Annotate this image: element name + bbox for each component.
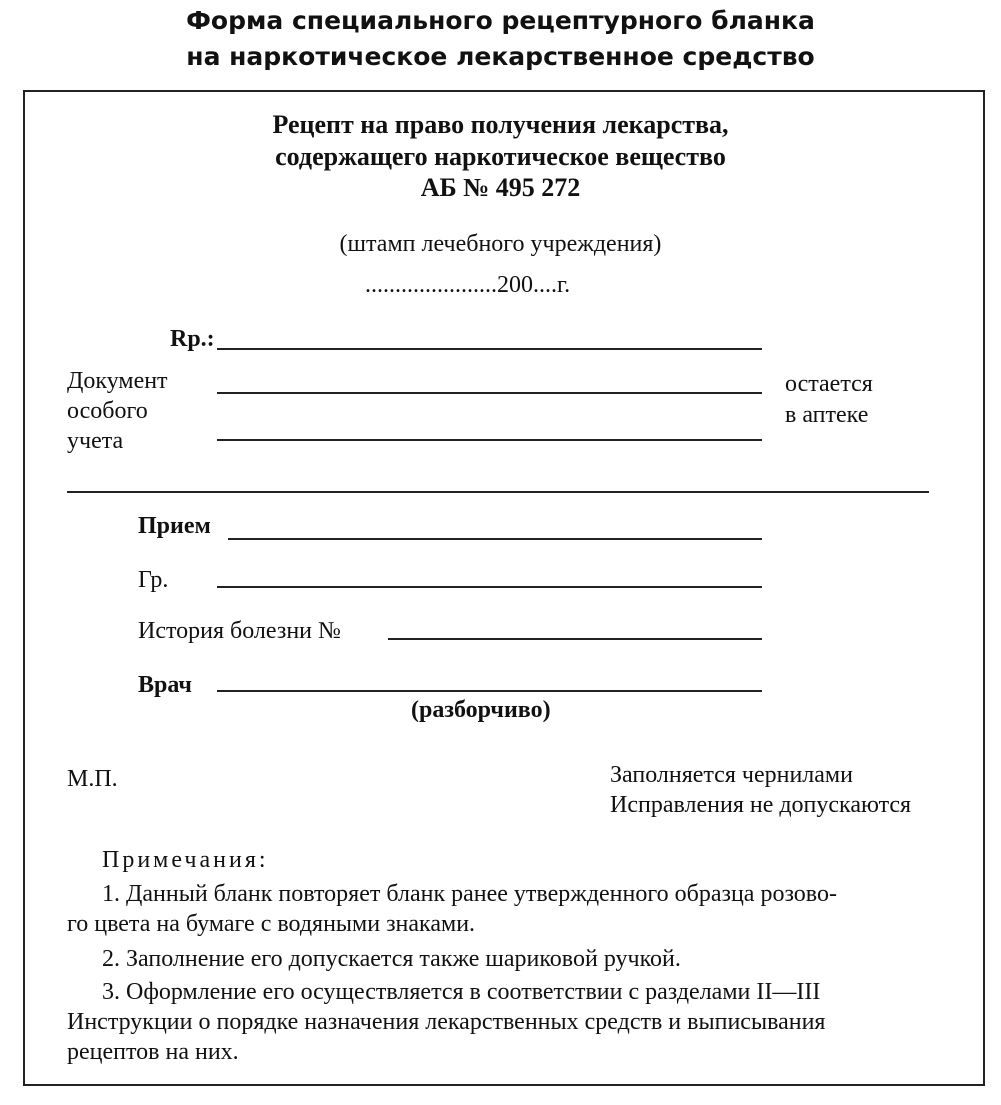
notes-title: Примечания: — [102, 847, 269, 873]
note-3-line-3: рецептов на них. — [67, 1039, 239, 1065]
prescription-line-2 — [217, 439, 762, 441]
priem-line — [228, 538, 762, 540]
note-2: 2. Заполнение его допускается также шариковой ручкой. — [102, 946, 681, 972]
blank-title-line-2: содержащего наркотическое вещество — [275, 142, 726, 171]
legibly-label: (разборчиво) — [411, 697, 551, 723]
stamp-label: (штамп лечебного учреждения) — [339, 231, 662, 257]
form-caption-line-1: Форма специального рецептурного бланка — [186, 6, 815, 35]
rp-line — [217, 348, 762, 350]
note-3-line-2: Инструкции о порядке назначения лекарственных средств и выписывания — [67, 1009, 826, 1035]
remains-note-2: в аптеке — [785, 402, 869, 428]
document-label-2: особого — [67, 398, 148, 424]
gr-label: Гр. — [138, 567, 169, 593]
form-caption-line-2: на наркотическое лекарственное средство — [186, 42, 815, 71]
blank-series-number: АБ № 495 272 — [420, 173, 581, 202]
note-3-line-1: 3. Оформление его осуществляется в соответствии с разделами II—III — [102, 979, 821, 1005]
document-label-3: учета — [67, 428, 124, 454]
history-label: История болезни № — [138, 618, 341, 644]
document-label-1: Документ — [67, 368, 168, 394]
gr-line — [217, 586, 762, 588]
blank-title-line-1: Рецепт на право получения лекарства, — [272, 110, 729, 139]
ink-note: Заполняется чернилами — [610, 762, 853, 788]
tear-off-divider — [67, 491, 929, 493]
doctor-line — [217, 690, 762, 692]
no-corrections-note: Исправления не допускаются — [610, 792, 912, 818]
seal-label: М.П. — [67, 766, 118, 792]
date-line: ......................200....г. — [365, 272, 571, 298]
priem-label: Прием — [138, 513, 211, 539]
remains-note-1: остается — [785, 371, 873, 397]
doctor-label: Врач — [138, 672, 192, 698]
note-1-line-1: 1. Данный бланк повторяет бланк ранее утвержденного образца розово- — [102, 881, 837, 907]
prescription-line-1 — [217, 392, 762, 394]
note-1-line-2: го цвета на бумаге с водяными знаками. — [67, 911, 476, 937]
history-line — [388, 638, 762, 640]
rp-label: Rp.: — [170, 326, 215, 352]
